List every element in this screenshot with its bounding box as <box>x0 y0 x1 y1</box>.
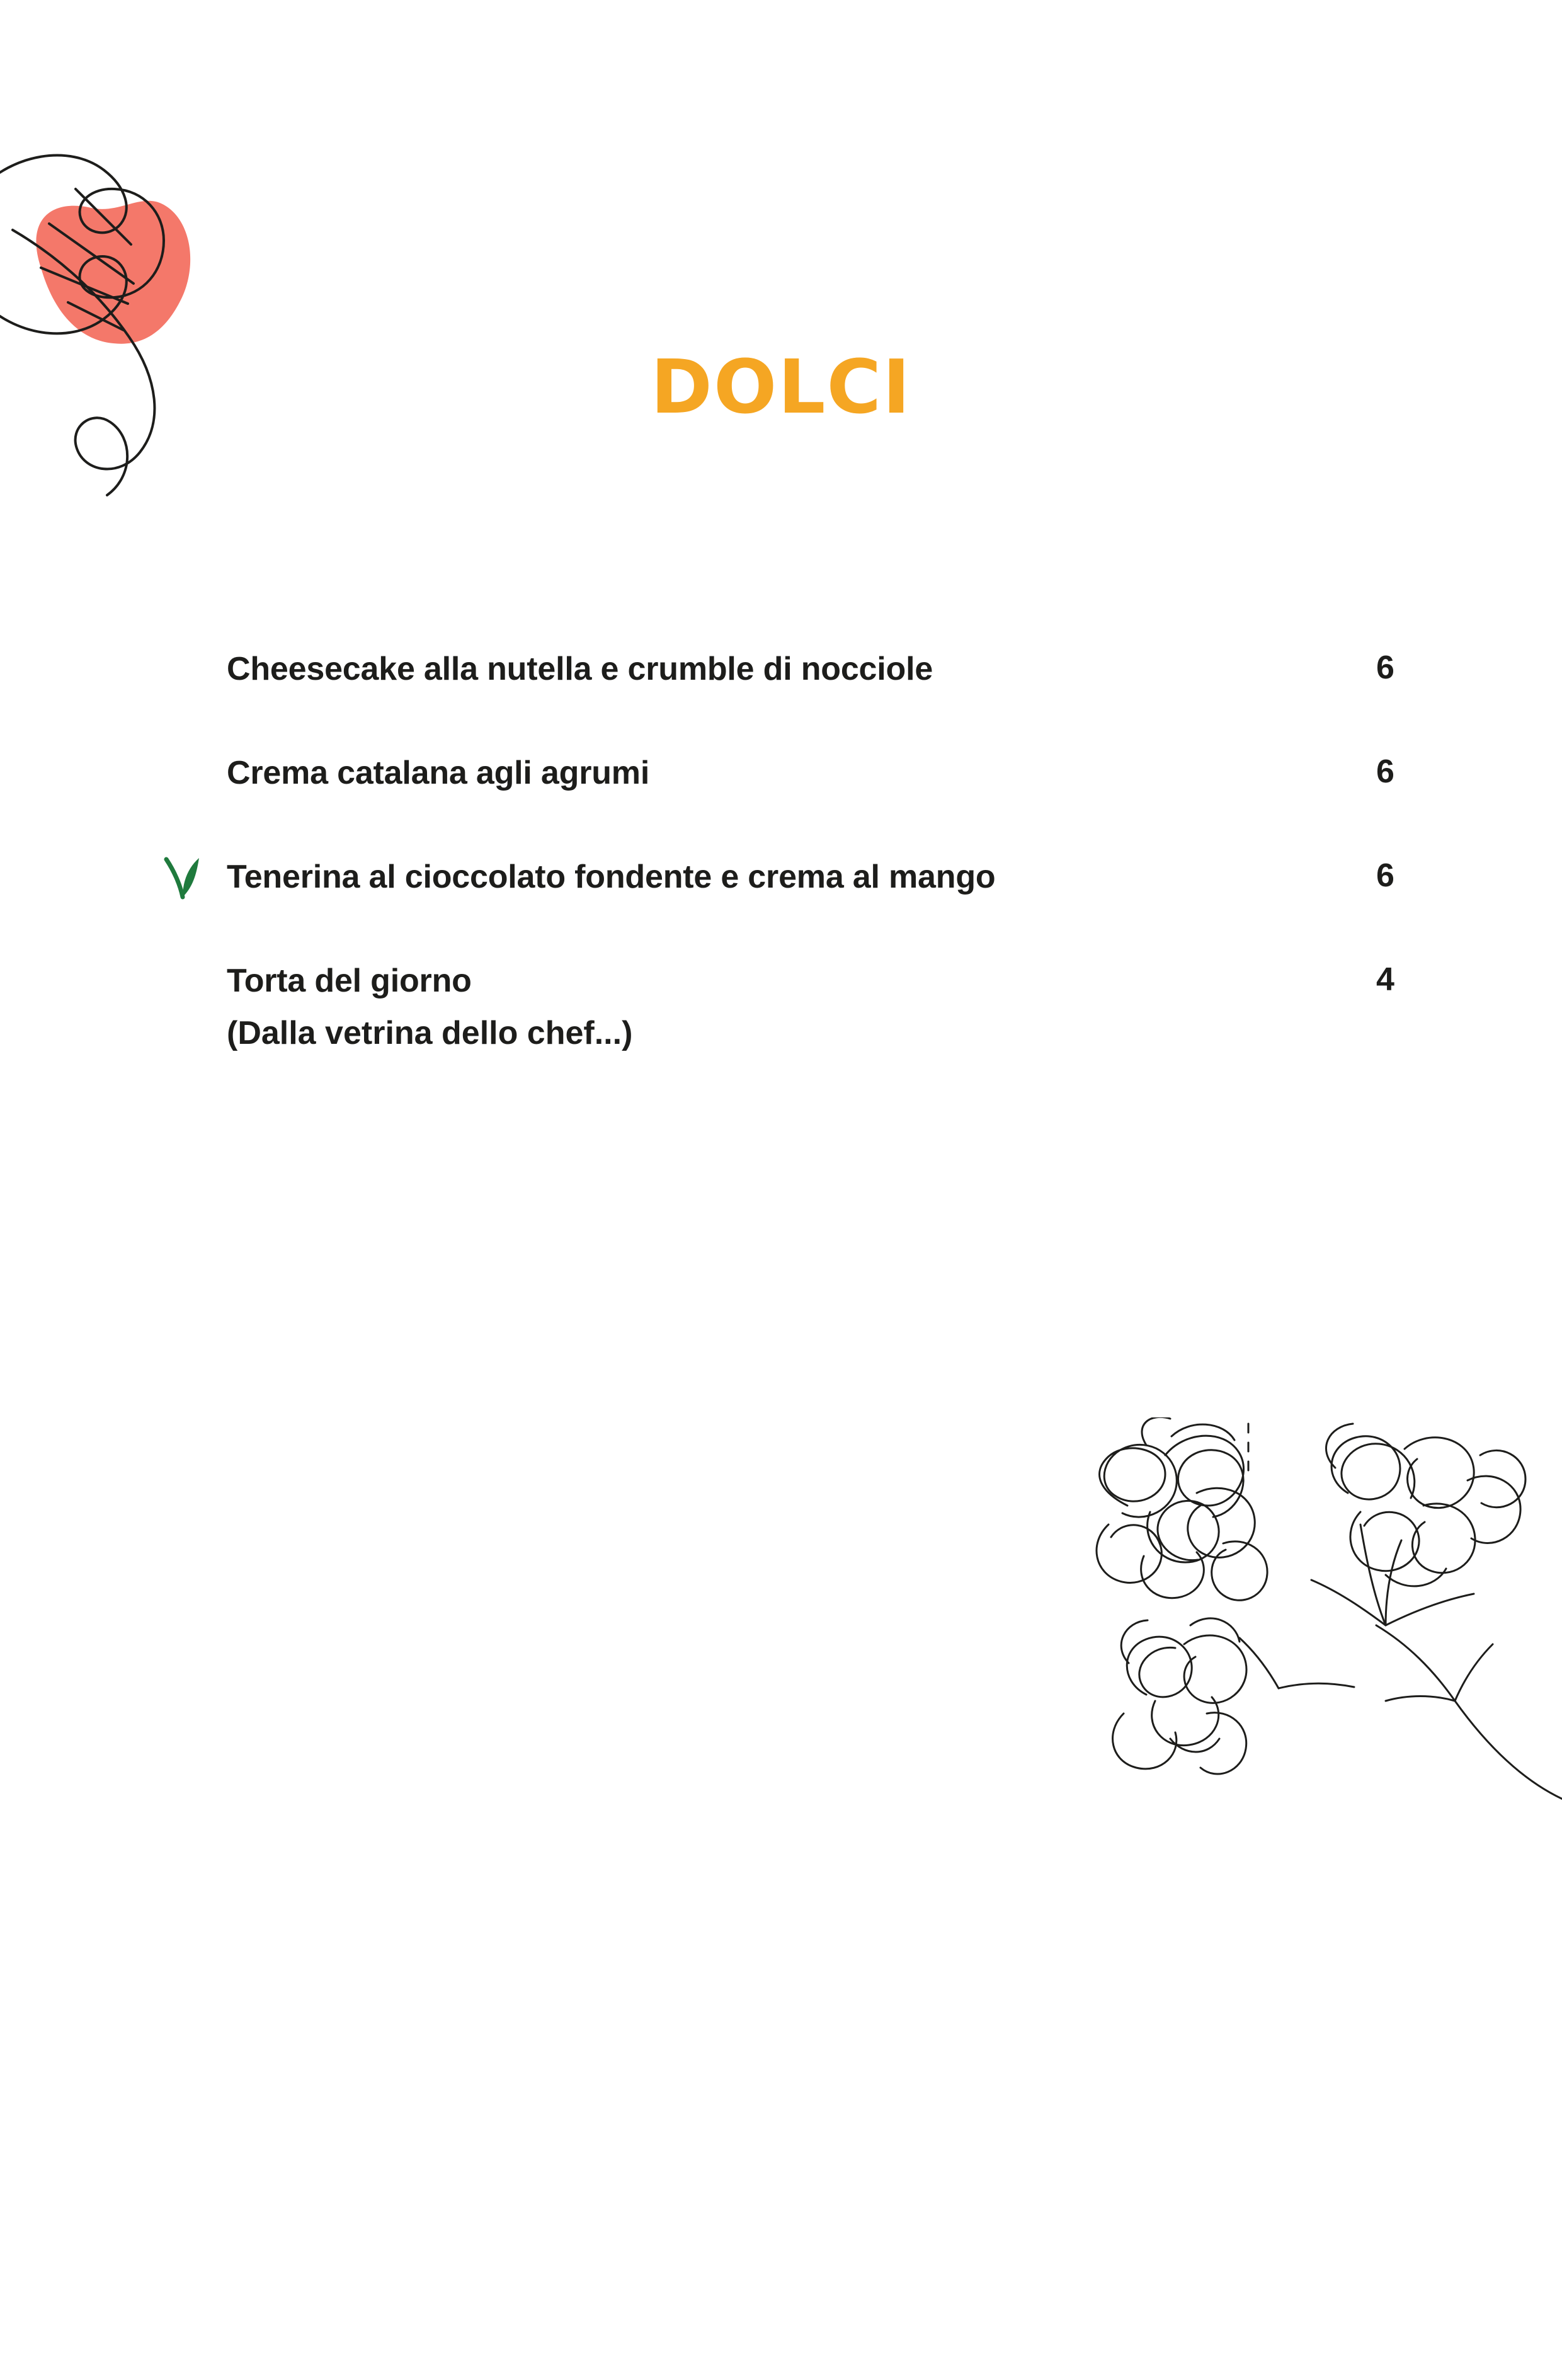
menu-item-price: 6 <box>1376 649 1394 686</box>
menu-item-price: 4 <box>1376 961 1394 998</box>
sprout-icon <box>157 852 208 902</box>
menu-item <box>227 857 1423 898</box>
menu-item-price: 6 <box>1376 857 1394 894</box>
menu-item-price: 6 <box>1376 753 1394 790</box>
flower-line-art <box>1090 1417 1562 1890</box>
menu-item <box>227 649 1423 690</box>
menu-item <box>227 961 1423 1054</box>
menu-item <box>227 753 1423 794</box>
menu-item-name: Torta del giorno <box>227 963 472 999</box>
menu-item-name: Cheesecake alla nutella e crumble di nocciole <box>227 651 933 687</box>
menu-list <box>227 649 1423 1117</box>
page-title: DOLCI <box>651 343 911 430</box>
menu-item-note: (Dalla vetrina dello chef...) <box>227 1015 633 1051</box>
leaf-line-art <box>0 94 328 548</box>
menu-item-name: Tenerina al cioccolato fondente e crema al mango <box>227 859 996 895</box>
menu-item-name: Crema catalana agli agrumi <box>227 755 650 791</box>
